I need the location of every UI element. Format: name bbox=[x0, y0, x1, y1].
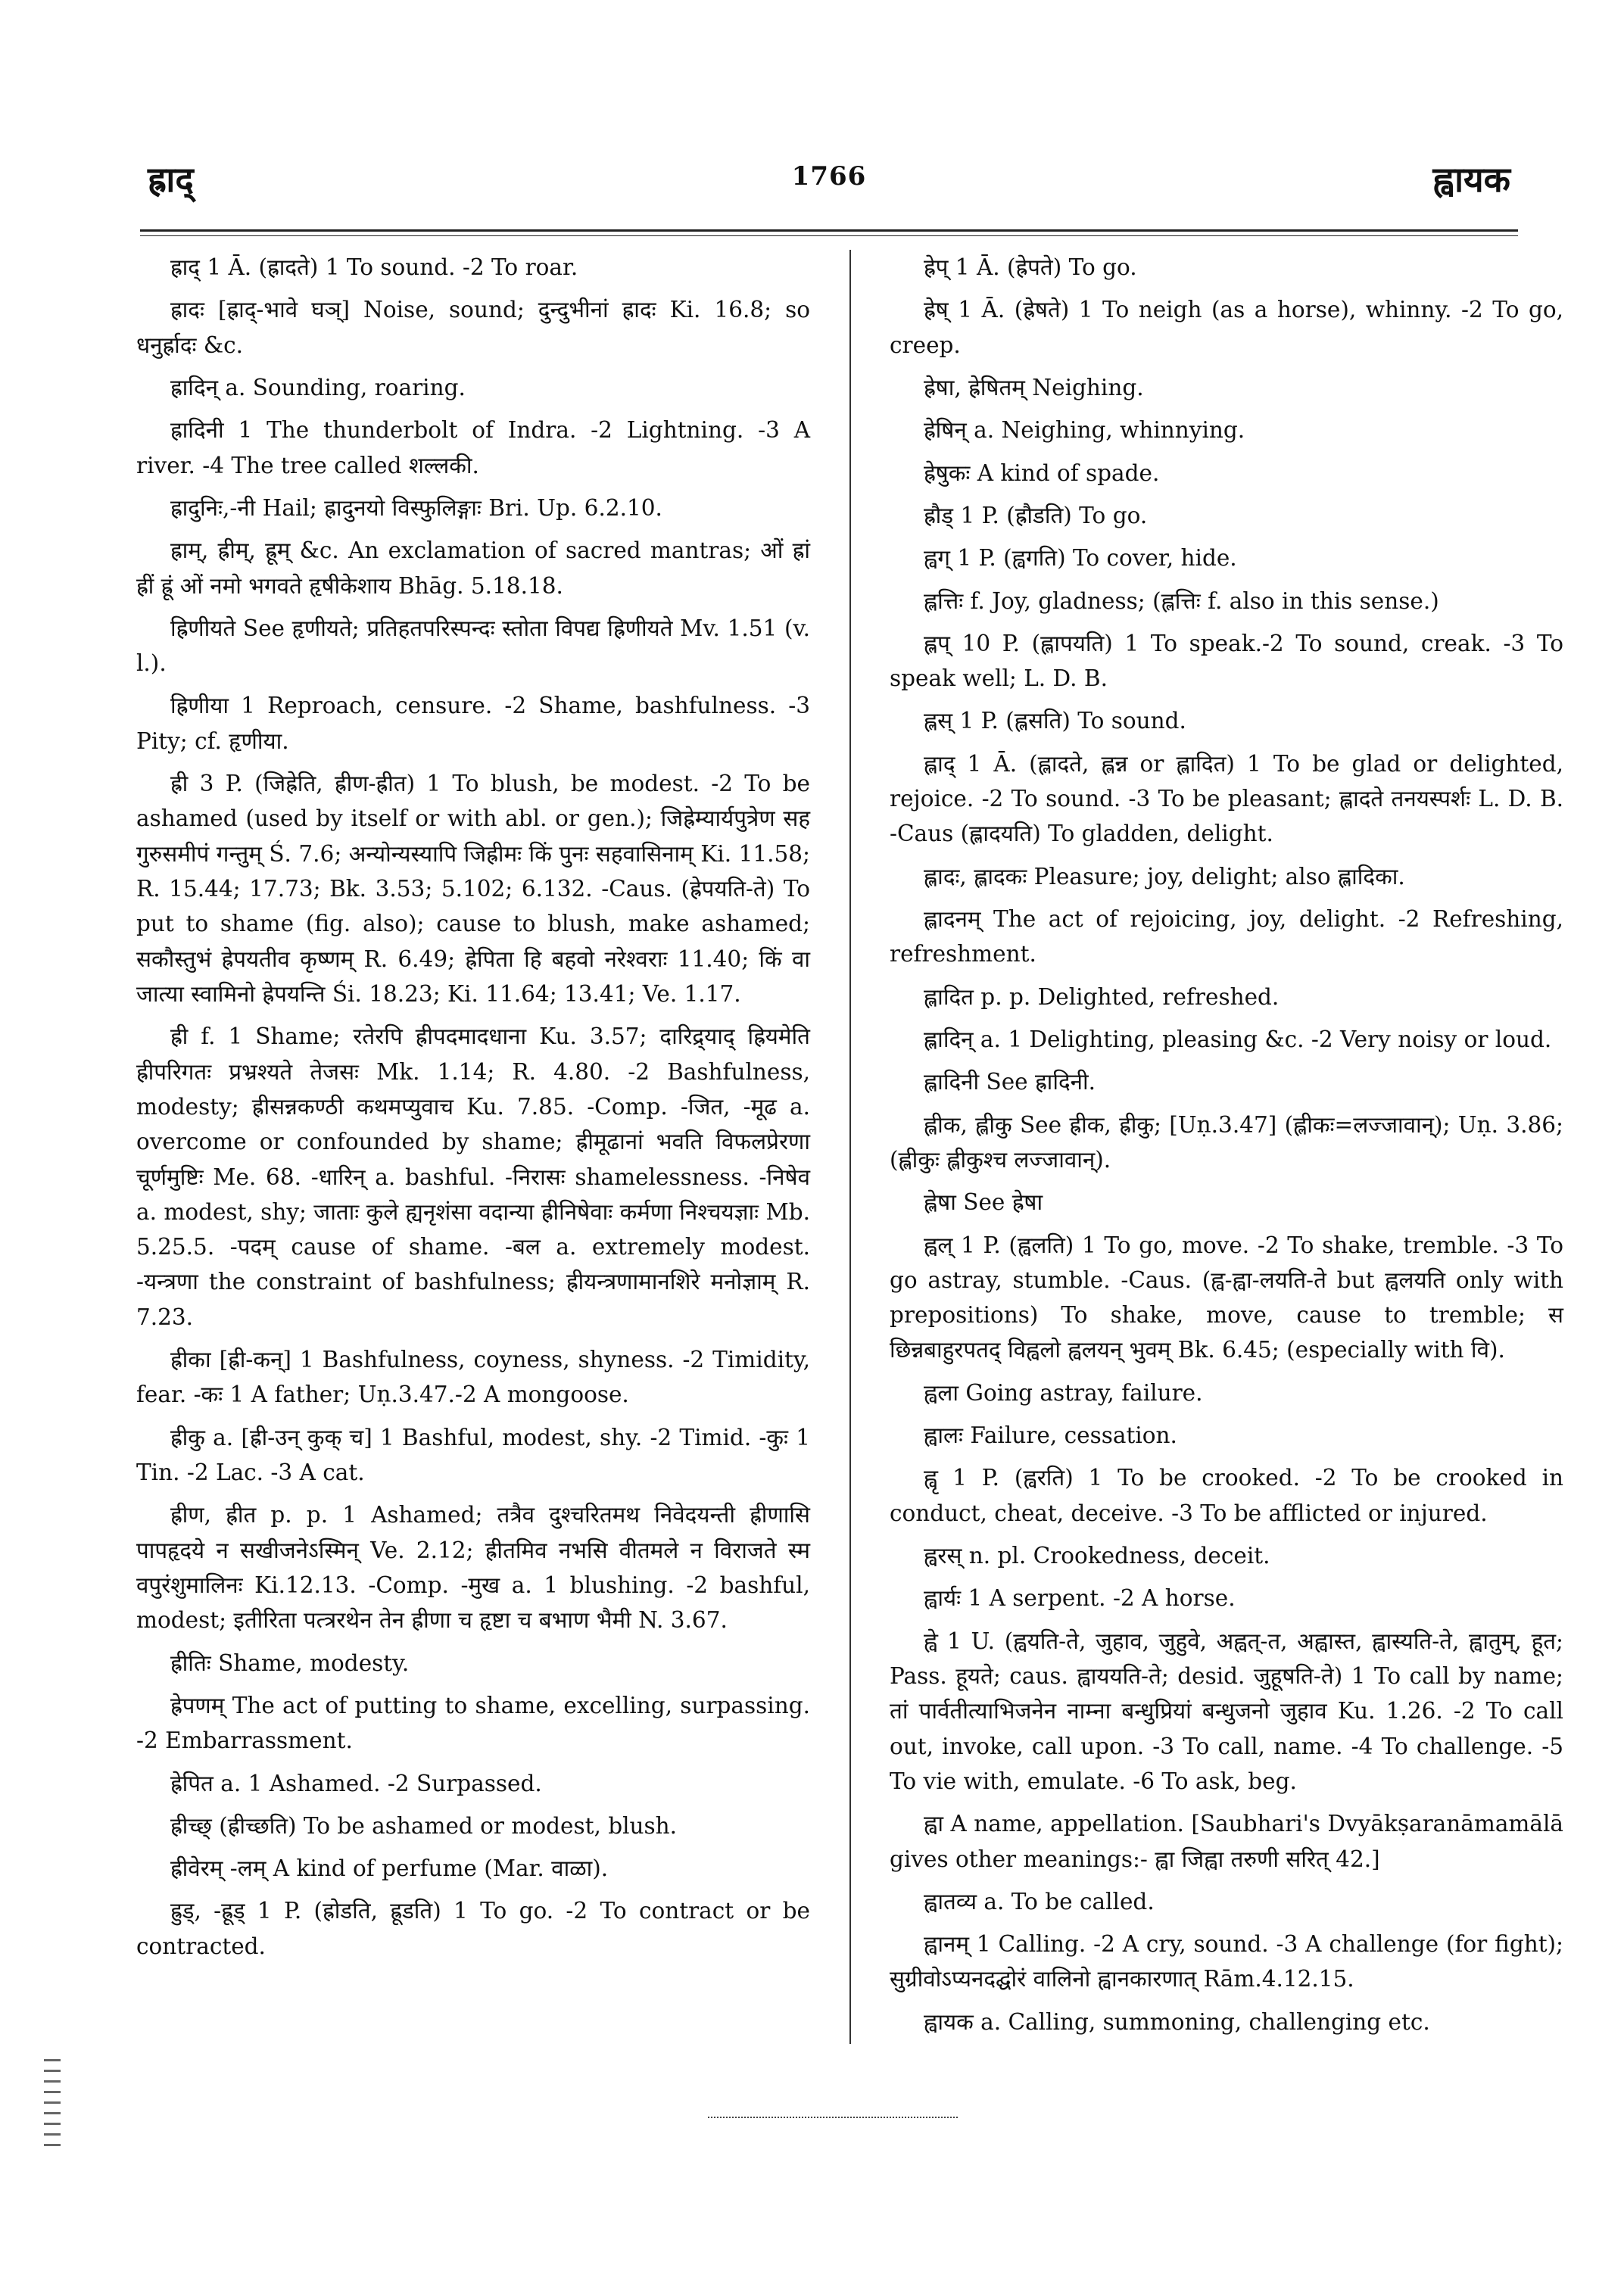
dictionary-entry: ह्लत्तिः f. Joy, gladness; (ह्लत्तिः f. also in this sense.) bbox=[924, 587, 1439, 614]
dictionary-entry: ह्रादुनिः,-नी Hail; ह्रादुनयो विस्फुलिङ्गाः Bri. Up. 6.2.10. bbox=[170, 494, 662, 521]
footer-rule bbox=[708, 2117, 958, 2118]
dictionary-entry: ह्रेपणम् The act of putting to shame, excelling, surpassing. -2 Embarrassment. bbox=[136, 1692, 810, 1754]
dictionary-entry: ह्रादः [ह्राद्-भावे घञ्] Noise, sound; दुन्दुभीनां ह्रादः Ki. 16.8; so धनुर्ह्रादः &c. bbox=[136, 297, 810, 358]
dictionary-entry: ह्रीकु a. [ह्री-उन् कुक् च] 1 Bashful, modest, shy. -2 Timid. -कुः 1 Tin. -2 Lac. -3 A cat. bbox=[136, 1424, 810, 1485]
dictionary-entry: ह्वार्यः 1 A serpent. -2 A horse. bbox=[924, 1585, 1236, 1612]
dictionary-entry: ह्रीतिः Shame, modesty. bbox=[170, 1650, 410, 1676]
dictionary-entry: ह्रादिनी 1 The thunderbolt of Indra. -2 Lightning. -3 A river. -4 The tree called शल्लकी. bbox=[136, 417, 810, 478]
margin-mark bbox=[44, 2059, 61, 2150]
dictionary-entry: ह्रेपित a. 1 Ashamed. -2 Surpassed. bbox=[170, 1770, 542, 1796]
header-rule-thin bbox=[140, 235, 1518, 236]
left-guide-word: ह्राद् bbox=[148, 159, 194, 200]
dictionary-entry: ह्री f. 1 Shame; रतेरपि ह्रीपदमादधाना Ku. 3.57; दारिद्र्याद् ह्रियमेति ह्रीपरिगतः प्रभ्रश्यते तेजसः Mk. 1.14; R. 4.80. -2 Bashfulness, modesty; ह्रीसन्नकण्ठी कथमप्युवाच Ku. 7.85. -Comp. -जित, -मूढ a. overcome or confounded by shame; ह्रीमूढानां भवति विफलप्रेरणा चूर्णमुष्टिः Me. 68. -धारिन् a. bashful. -निरासः shamelessness. -निषेव a. modest, shy; जाताः कुले ह्यनृशंसा वदान्या ह्रीनिषेवाः कर्मणा निश्चयज्ञाः Mb. 5.25.5. -पदम् cause of shame. -बल a. extremely modest. -यन्त्रणा the constraint of bashfulness; ह्रीयन्त्रणामानशिरे मनोज्ञाम् R. 7.23. bbox=[136, 1023, 810, 1330]
dictionary-entry: ह्लाद् 1 Ā. (ह्लादते, ह्लन्न or ह्लादित) 1 To be glad or delighted, rejoice. -2 To sound. -3 To be pleasant; ह्लादते तनयस्पर्शः L. D. B. -Caus (ह्लादयति) To gladden, delight. bbox=[890, 750, 1563, 847]
dictionary-entry: ह्री 3 P. (जिह्रेति, ह्रीण-ह्रीत) 1 To blush, be modest. -2 To be ashamed (used by itself or with abl. or gen.); जिह्रेम्यार्यपुत्रेण सह गुरुसमीपं गन्तुम् Ś. 7.6; अन्योन्यस्यापि जिह्रीमः किं पुनः सहवासिनाम् Ki. 11.58; R. 15.44; 17.73; Bk. 3.53; 5.102; 6.132. -Caus. (ह्रेपयति-ते) To put to shame (fig. also); cause to blush, make ashamed; सकौस्तुभं ह्रेपयतीव कृष्णम् R. 6.49; ह्रेपिता हि बहवो नरेश्वराः 11.40; किं वा जात्या स्वामिनो ह्रेपयन्ति Śi. 18.23; Ki. 11.64; 13.41; Ve. 1.17. bbox=[136, 771, 810, 1007]
dictionary-entry: ह्लेषा See ह्रेषा bbox=[924, 1189, 1043, 1216]
dictionary-entry: ह्रौड् 1 P. (ह्रौडति) To go. bbox=[924, 502, 1148, 528]
dictionary-entry: ह्वला Going astray, failure. bbox=[924, 1379, 1203, 1406]
dictionary-entry: ह्वातव्य a. To be called. bbox=[924, 1888, 1155, 1914]
dictionary-entry: ह्वालः Failure, cessation. bbox=[924, 1422, 1177, 1449]
dictionary-entry: ह्वे 1 U. (ह्वयति-ते, जुहाव, जुहुवे, अह्वत्-त, अह्वास्त, ह्वास्यति-ते, ह्वातुम्, हूत; Pass. हूयते; caus. ह्वाययति-ते; desid. जुहूषति-ते) 1 To call by name; तां पार्वतीत्याभिजनेन नाम्ना बन्धुप्रियां बन्धुजनो जुहाव Ku. 1.26. -2 To call out, invoke, call upon. -3 To call, name. -4 To challenge. -5 To vie with, emulate. -6 To ask, beg. bbox=[890, 1628, 1563, 1794]
dictionary-entry: ह्लप् 10 P. (ह्लापयति) 1 To speak.-2 To sound, creak. -3 To speak well; L. D. B. bbox=[890, 630, 1563, 692]
dictionary-entry: ह्राद् 1 Ā. (ह्रादते) 1 To sound. -2 To roar. bbox=[170, 254, 578, 280]
left-column bbox=[136, 250, 810, 1971]
dictionary-entry: ह्वानम् 1 Calling. -2 A cry, sound. -3 A challenge (for fight); सुग्रीवोऽप्यनदद्घोरं वालिनो ह्वानकारणात् Rām.4.12.15. bbox=[890, 1931, 1563, 1992]
dictionary-entry: ह्रेष् 1 Ā. (ह्रेषते) 1 To neigh (as a horse), whinny. -2 To go, creep. bbox=[890, 297, 1563, 358]
dictionary-entry: ह्वृ 1 P. (ह्वरति) 1 To be crooked. -2 To be crooked in conduct, cheat, deceive. -3 To be afflicted or injured. bbox=[890, 1465, 1563, 1526]
dictionary-entry: ह्वग् 1 P. (ह्वगति) To cover, hide. bbox=[924, 545, 1237, 572]
dictionary-entry: ह्रुड्, -ह्रूड् 1 P. (ह्रोडति, ह्रूडति) 1 To go. -2 To contract or be contracted. bbox=[136, 1898, 810, 1959]
dictionary-entry: ह्रीका [ह्री-कन्] 1 Bashfulness, coyness, shyness. -2 Timidity, fear. -कः 1 A father; Uṇ.3.47.-2 A mongoose. bbox=[136, 1347, 810, 1408]
dictionary-entry: ह्रेषुकः A kind of spade. bbox=[924, 460, 1160, 486]
dictionary-entry: ह्रादिन् a. Sounding, roaring. bbox=[170, 374, 466, 400]
dictionary-entry: ह्वरस् n. pl. Crookedness, deceit. bbox=[924, 1543, 1270, 1569]
dictionary-entry: ह्वल् 1 P. (ह्वलति) 1 To go, move. -2 To shake, tremble. -3 To go astray, stumble. -Caus. (ह्व-ह्वा-लयति-ते but ह्वलयति only with prepositions) To shake, move, cause to tremble; स छिन्नबाहुरपतद् विह्वलो ह्वलयन् भुवम् Bk. 6.45; (especially with वि). bbox=[890, 1232, 1563, 1363]
dictionary-entry: ह्लादित p. p. Delighted, refreshed. bbox=[924, 983, 1280, 1010]
right-column bbox=[890, 250, 1563, 2047]
dictionary-entry: ह्लादनम् The act of rejoicing, joy, delight. -2 Refreshing, refreshment. bbox=[890, 906, 1563, 967]
dictionary-entry: ह्रेषा, ह्रेषितम् Neighing. bbox=[924, 374, 1144, 400]
dictionary-entry: ह्वा A name, appellation. [Saubhari's Dvyākṣaranāmamālā gives other meanings:- ह्वा जिह्वा तरुणी सरित् 42.] bbox=[890, 1811, 1563, 1872]
dictionary-entry: ह्लस् 1 P. (ह्लसति) To sound. bbox=[924, 708, 1186, 734]
right-guide-word: ह्वायक bbox=[1432, 159, 1510, 200]
page-header bbox=[140, 155, 1518, 216]
dictionary-entry: ह्रिणीया 1 Reproach, censure. -2 Shame, bashfulness. -3 Pity; cf. हृणीया. bbox=[136, 693, 810, 754]
dictionary-entry: ह्रीवेरम् -लम् A kind of perfume (Mar. वाळा). bbox=[170, 1855, 609, 1882]
dictionary-entry: ह्रेषिन् a. Neighing, whinnying. bbox=[924, 417, 1245, 444]
dictionary-entry: ह्रेप् 1 Ā. (ह्रेपते) To go. bbox=[924, 254, 1137, 280]
column-divider bbox=[849, 250, 851, 2044]
dictionary-entry: ह्रीच्छ् (ह्रीच्छति) To be ashamed or modest, blush. bbox=[170, 1812, 678, 1839]
dictionary-entry: ह्लादिन् a. 1 Delighting, pleasing &c. -2 Very noisy or loud. bbox=[924, 1026, 1552, 1052]
dictionary-entry: ह्लादः, ह्लादकः Pleasure; joy, delight; also ह्लादिका. bbox=[924, 863, 1405, 889]
dictionary-entry: ह्राम्, ह्रीम्, ह्रूम् &c. An exclamation of sacred mantras; ओं ह्रां ह्रीं ह्रूं ओं नमो भगवते हृषीकेशाय Bhāg. 5.18.18. bbox=[136, 537, 810, 599]
dictionary-entry: ह्रिणीयते See हृणीयते; प्रतिहतपरिस्पन्दः स्तोता विपद्य ह्रिणीयते Mv. 1.51 (v. l.). bbox=[136, 615, 810, 677]
dictionary-entry: ह्रीण, ह्रीत p. p. 1 Ashamed; तत्रैव दुश्चरितमथ निवेदयन्ती ह्रीणासि पापहृदये न सखीजनेऽस्मिन् Ve. 2.12; ह्रीतमिव नभसि वीतमले न विराजते स्म वपुरंशुमालिनः Ki.12.13. -Comp. -मुख a. 1 blushing. -2 bashful, modest; इतीरिता पत्त्ररथेन तेन ह्रीणा च हृष्टा च बभाण भैमी N. 3.67. bbox=[136, 1502, 810, 1634]
dictionary-entry: ह्लादिनी See ह्रादिनी. bbox=[924, 1069, 1096, 1095]
header-rule bbox=[140, 229, 1518, 232]
page-number: 1766 bbox=[791, 161, 867, 192]
dictionary-entry: ह्लीक, ह्लीकु See ह्रीक, ह्रीकु; [Uṇ.3.47] (ह्लीकः=लज्जावान्); Uṇ. 3.86; (ह्लीकुः ह्लीकुश्च लज्जावान्). bbox=[890, 1111, 1563, 1173]
dictionary-entry: ह्वायक a. Calling, summoning, challenging etc. bbox=[924, 2008, 1430, 2035]
